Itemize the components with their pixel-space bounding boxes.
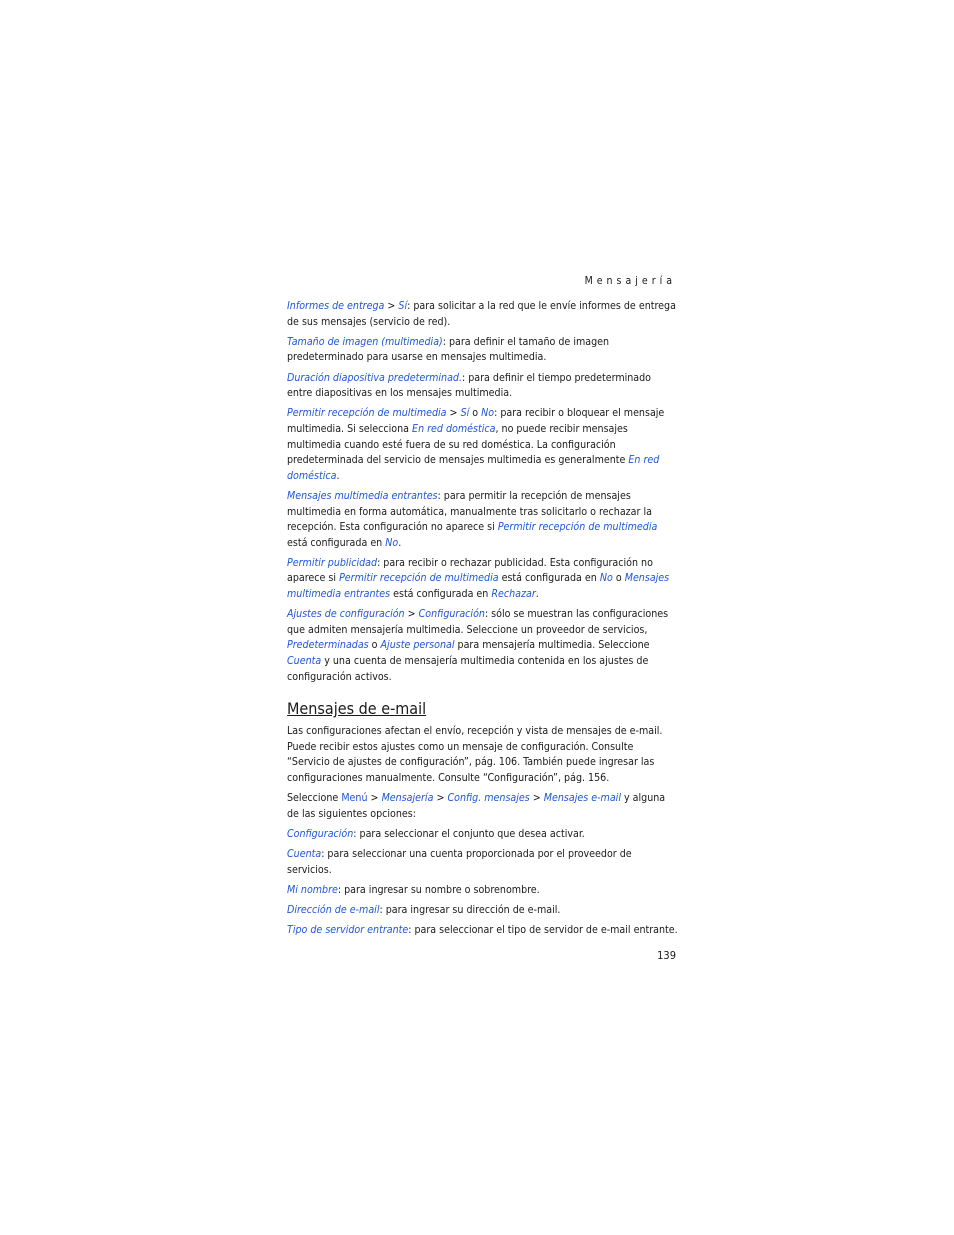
paragraph: [287, 724, 679, 786]
text-run: : para ingresar su dirección de e-mail.: [379, 904, 561, 917]
menu-option-term: Menú: [341, 792, 368, 805]
paragraph: [287, 556, 679, 603]
text-run: Las configuraciones afectan el envío, recepción y vista de mensajes de e-mail. Puede recibir estos ajustes como un mensaje de configuración. Consulte “Servicio de ajustes de configuración”, pág. 106. También puede ingresar las configuraciones manualmente. Consulte “Configuración”, pág. 156.: [287, 725, 663, 784]
text-run: : para seleccionar el tipo de servidor de e-mail entrante.: [408, 924, 678, 937]
section-heading: Mensajes de e-mail: [287, 699, 427, 719]
text-run: y una cuenta de mensajería multimedia contenida en los ajustes de configuración activos.: [287, 655, 649, 683]
email-settings-list: [287, 724, 679, 939]
text-run: : para permitir la recepción de mensajes multimedia en forma automática, manualmente tras solicitarlo o rechazar la recepción. Esta configuración no aparece si: [287, 489, 652, 534]
menu-option-term: Informes de entrega: [287, 300, 385, 312]
text-run: : para definir el tamaño de imagen predeterminado para usarse en mensajes multimedia.: [287, 335, 610, 364]
paragraph: [287, 903, 679, 919]
menu-option-term: Tipo de servidor entrante: [287, 924, 409, 937]
menu-option-term: Predeterminadas: [287, 639, 369, 652]
text-run: >: [529, 792, 544, 805]
paragraph: [287, 847, 679, 878]
text-run: y alguna de las siguientes opciones:: [287, 792, 666, 820]
text-run: : para ingresar su nombre o sobrenombre.: [337, 883, 540, 896]
text-run: , no puede recibir mensajes multimedia cuando esté fuera de su red doméstica. La configuración predeterminada del servicio de mensajes multimedia es generalmente: [287, 422, 629, 467]
paragraph: [287, 335, 679, 366]
menu-option-term: Cuenta: [287, 655, 322, 668]
text-run: está configurada en: [287, 536, 386, 549]
paragraph: [287, 607, 679, 685]
text-run: : para definir el tiempo predeterminado entre diapositivas en los mensajes multimedia.: [287, 371, 652, 400]
menu-option-term: No: [385, 536, 399, 549]
paragraph: [287, 489, 679, 551]
text-run: >: [367, 792, 382, 805]
menu-option-term: No: [599, 572, 613, 585]
menu-option-term: Ajuste personal: [380, 639, 455, 652]
menu-option-term: Mensajes multimedia entrantes: [287, 489, 438, 502]
menu-option-term: Dirección de e-mail: [287, 904, 380, 917]
menu-option-term: En red doméstica: [412, 422, 496, 435]
text-run: .: [398, 536, 402, 549]
text-run: para mensajería multimedia. Seleccione: [454, 639, 650, 652]
menu-option-term: Sí: [460, 407, 470, 420]
text-run: : para seleccionar una cuenta proporcionada por el proveedor de servicios.: [287, 848, 632, 876]
paragraph: [287, 299, 679, 330]
page-content: [287, 299, 679, 944]
menu-option-term: No: [481, 407, 495, 420]
paragraph: [287, 923, 679, 939]
text-run: está configurada en: [390, 588, 492, 601]
menu-option-term: Permitir publicidad: [287, 556, 378, 569]
menu-option-term: Mi nombre: [287, 883, 338, 896]
text-run: Seleccione: [287, 792, 342, 805]
page-number: 139: [657, 949, 676, 962]
menu-option-term: Configuración: [418, 608, 485, 621]
menu-option-term: Configuración: [287, 827, 354, 840]
menu-option-term: Rechazar: [491, 588, 536, 601]
menu-option-term: Mensajería: [381, 792, 434, 805]
paragraph: [287, 371, 679, 402]
text-run: : para recibir o bloquear el mensaje multimedia. Si selecciona: [287, 407, 665, 435]
paragraph: [287, 827, 679, 843]
paragraph: [287, 791, 679, 822]
menu-option-term: Permitir recepción de multimedia: [497, 521, 658, 534]
text-run: o: [612, 572, 625, 585]
text-run: : para seleccionar el conjunto que desea activar.: [353, 827, 585, 840]
running-header: Mensajería: [584, 275, 676, 287]
text-run: .: [336, 469, 340, 482]
text-run: >: [404, 608, 419, 621]
menu-option-term: Cuenta: [287, 848, 322, 861]
text-run: o: [368, 639, 381, 652]
menu-option-term: Permitir recepción de multimedia: [339, 572, 499, 585]
paragraph: [287, 883, 679, 899]
menu-option-term: Config. mensajes: [447, 792, 530, 805]
multimedia-settings-list: [287, 299, 679, 685]
menu-option-term: Ajustes de configuración: [287, 608, 405, 621]
text-run: está configurada en: [498, 572, 600, 585]
text-run: o: [469, 407, 482, 420]
text-run: >: [446, 407, 461, 420]
menu-option-term: En red doméstica: [287, 454, 660, 482]
text-run: : para recibir o rechazar publicidad. Esta configuración no aparece si: [287, 556, 653, 585]
menu-option-term: Mensajes e-mail: [543, 792, 621, 805]
paragraph: [287, 406, 679, 484]
menu-option-term: Sí: [398, 300, 408, 312]
text-run: >: [384, 300, 399, 312]
menu-option-term: Mensajes multimedia entrantes: [287, 572, 670, 601]
menu-option-term: Duración diapositiva predeterminad.: [287, 371, 463, 384]
text-run: : sólo se muestran las configuraciones que admiten mensajería multimedia. Seleccione un proveedor de servicios,: [287, 608, 669, 636]
menu-option-term: Permitir recepción de multimedia: [287, 407, 447, 420]
text-run: .: [535, 588, 539, 601]
menu-option-term: Tamaño de imagen (multimedia): [287, 335, 443, 348]
text-run: >: [433, 792, 448, 805]
text-run: : para solicitar a la red que le envíe informes de entrega de sus mensajes (servicio de red).: [287, 300, 676, 328]
